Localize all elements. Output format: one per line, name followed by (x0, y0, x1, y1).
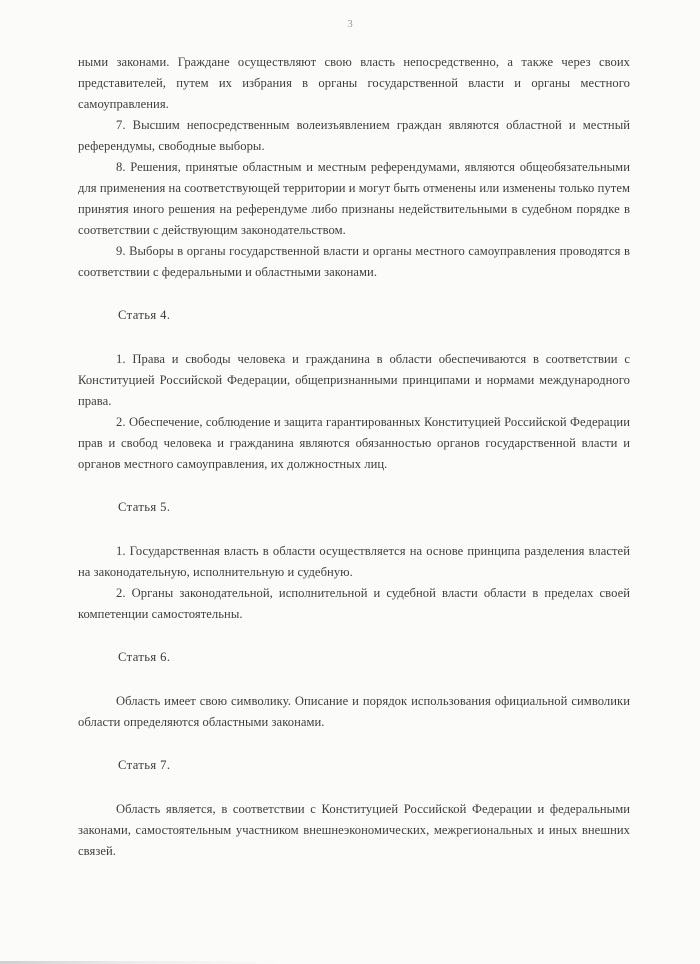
article3-paragraph-8: 8. Решения, принятые областным и местным референдумами, являются общеобязательными для применения на соответствующей территории и могут быть отменены или изменены только путем принятия иного решения на референдуме либо признаны недействительными в судебном порядке в соответствии с действующим законодательством. (78, 160, 630, 237)
article5-heading: Статья 5. (118, 500, 171, 514)
article3-paragraph-7: 7. Высшим непосредственным волеизъявлением граждан являются областной и местный референдумы, свободные выборы. (78, 118, 630, 153)
article4-paragraph-2: 2. Обеспечение, соблюдение и защита гарантированных Конституцией Российской Федерации прав и свобод человека и гражданина являются обязанностью органов государственной власти и органов местного самоуправления, их должностных лиц. (78, 415, 630, 471)
article7-paragraph-1: Область является, в соответствии с Конституцией Российской Федерации и федеральными законами, самостоятельным участником внешнеэкономических, межрегиональных и иных внешних связей. (78, 802, 630, 858)
page-number: 3 (347, 18, 353, 30)
article3-paragraph-9: 9. Выборы в органы государственной власти и органы местного самоуправления проводятся в соответствии с федеральными и областными законами. (78, 244, 630, 279)
article3-continuation-paragraph: ными законами. Граждане осуществляют свою власть непосредственно, а также через своих представителей, путем их избрания в органы государственной власти и органы местного самоуправления. (78, 55, 630, 111)
document-body (78, 52, 630, 862)
article5-paragraph-1: 1. Государственная власть в области осуществляется на основе принципа разделения властей на законодательную, исполнительную и судебную. (78, 544, 630, 579)
article4-heading: Статья 4. (118, 308, 171, 322)
article4-paragraph-1: 1. Права и свободы человека и гражданина в области обеспечиваются в соответствии с Конституцией Российской Федерации, общепризнанными принципами и нормами международного права. (78, 352, 630, 408)
article7-heading: Статья 7. (118, 758, 171, 772)
article5-paragraph-2: 2. Органы законодательной, исполнительной и судебной власти области в пределах своей компетенции самостоятельны. (78, 586, 630, 621)
article6-paragraph-1: Область имеет свою символику. Описание и порядок использования официальной символики области определяются областными законами. (78, 694, 630, 729)
article6-heading: Статья 6. (118, 650, 171, 664)
